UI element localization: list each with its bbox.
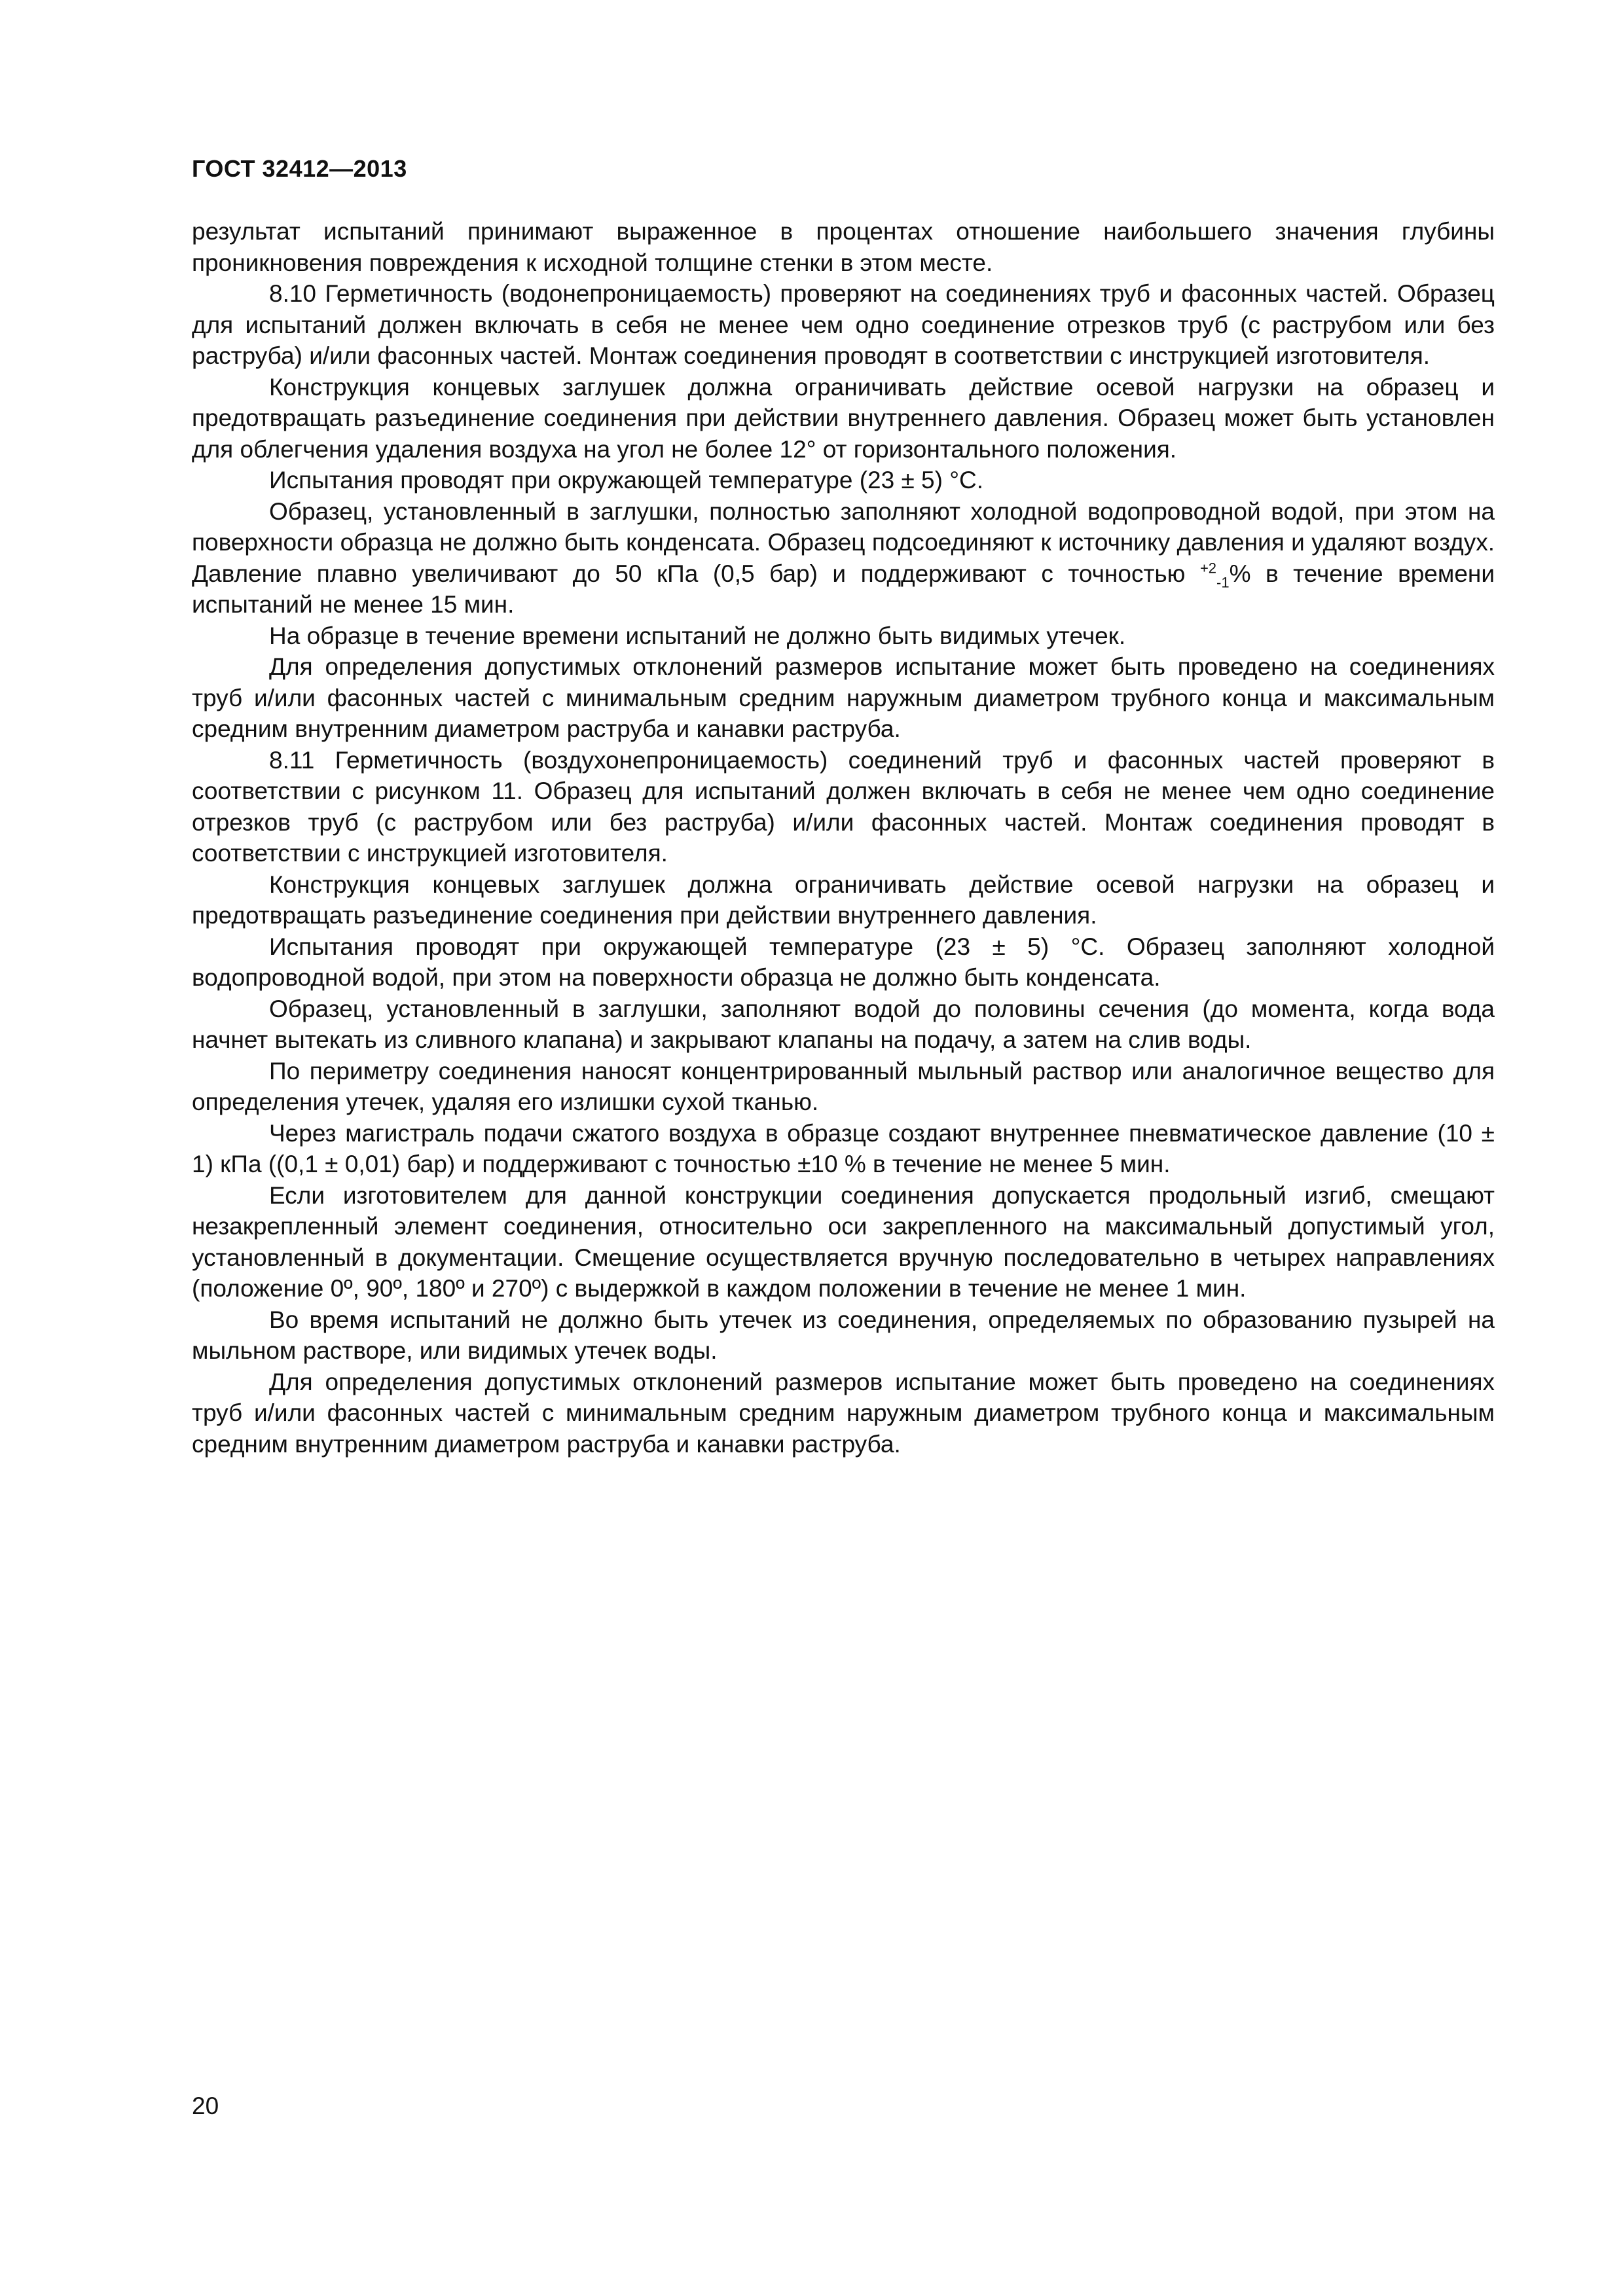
tolerance-tail: % в течение времени испытаний не менее 15 мин. (192, 560, 1495, 618)
paragraph-air-pressure: Через магистраль подачи сжатого воздуха в образце создают внутреннее пневматическое давление (10 ± 1) кПа ((0,1 ± 0,01) бар) и поддерживают с точностью ±10 % в течение не менее 5 мин. (192, 1119, 1495, 1177)
tolerance-upper: +2 (1199, 560, 1217, 577)
page-number: 20 (192, 2092, 219, 2119)
paragraph-end-caps: Конструкция концевых заглушек должна ограничивать действие осевой нагрузки на образец и предотвращать разъединение соединения при действии внутреннего давления. Образец может быть установлен для облегчения удаления воздуха на угол не более 12° от горизонтального положения. (192, 373, 1495, 463)
paragraph-temperature-2: Испытания проводят при окружающей температуре (23 ± 5) °С. Образец заполняют холодной водопроводной водой, при этом на поверхности образца не должно быть конденсата. (192, 933, 1495, 991)
paragraph-end-caps-2: Конструкция концевых заглушек должна ограничивать действие осевой нагрузки на образец и предотвращать разъединение соединения при действии внутреннего давления. (192, 870, 1495, 929)
paragraph-tolerances-2: Для определения допустимых отклонений размеров испытание может быть проведено на соединениях труб и/или фасонных частей с минимальным средним наружным диаметром трубного конца и максимальным средним внутренним диаметром раструба и канавки раструба. (192, 1368, 1495, 1458)
paragraph-half-fill: Образец, установленный в заглушки, заполняют водой до половины сечения (до момента, когда вода начнет вытекать из сливного клапана) и закрывают клапаны на подачу, а затем на слив воды. (192, 995, 1495, 1053)
paragraph-no-leaks: На образце в течение времени испытаний не должно быть видимых утечек. (269, 622, 1126, 649)
paragraph-continuation: результат испытаний принимают выраженное в процентах отношение наибольшего значения глубины проникновения повреждения к исходной толщине стенки в этом месте. (192, 218, 1495, 276)
paragraph-bubbles: Во время испытаний не должно быть утечек из соединения, определяемых по образованию пузырей на мыльном растворе, или видимых утечек воды. (192, 1306, 1495, 1364)
paragraph-temperature: Испытания проводят при окружающей температуре (23 ± 5) °С. (269, 467, 984, 493)
tolerance-lower: -1 (1216, 573, 1230, 590)
paragraph-tolerances-1: Для определения допустимых отклонений размеров испытание может быть проведено на соединениях труб и/или фасонных частей с минимальным средним наружным диаметром трубного конца и максимальным средним внутренним диаметром раструба и канавки раструба. (192, 653, 1495, 742)
paragraph-water-fill-text: Образец, установленный в заглушки, полностью заполняют холодной водопроводной водой, при этом на поверхности образца не должно быть конденсата. Образец подсоединяют к источнику давления и удаляют воздух. Давление плавно увеличивают до 50 кПа (0,5 бар) и поддерживают с точностью (192, 497, 1495, 587)
document-body (192, 216, 1495, 1460)
paragraph-8-10: 8.10 Герметичность (водонепроницаемость) проверяют на соединениях труб и фасонных частей. Образец для испытаний должен включать в себя не менее чем одно соединение отрезков труб (с раструбом или без раструба) и/или фасонных частей. Монтаж соединения проводят в соответствии с инструкцией изготовителя. (192, 280, 1495, 369)
paragraph-water-fill (192, 496, 1495, 620)
paragraph-8-11: 8.11 Герметичность (воздухонепроницаемость) соединений труб и фасонных частей проверяют в соответствии с рисунком 11. Образец для испытаний должен включать в себя не менее чем одно соединение отрезков труб (с раструбом или без раструба) и/или фасонных частей. Монтаж соединения проводят в соответствии с инструкцией изготовителя. (192, 746, 1495, 867)
standard-designation: ГОСТ 32412—2013 (192, 155, 407, 182)
paragraph-soap: По периметру соединения наносят концентрированный мыльный раствор или аналогичное вещество для определения утечек, удаляя его излишки сухой тканью. (192, 1057, 1495, 1115)
paragraph-bending: Если изготовителем для данной конструкции соединения допускается продольный изгиб, смещают незакрепленный элемент соединения, относительно оси закрепленного на максимальный допустимый угол, установленный в документации. Смещение осуществляется вручную последовательно в четырех направлениях (положение 0º, 90º, 180º и 270º) с выдержкой в каждом положении в течение не менее 1 мин. (192, 1181, 1495, 1302)
